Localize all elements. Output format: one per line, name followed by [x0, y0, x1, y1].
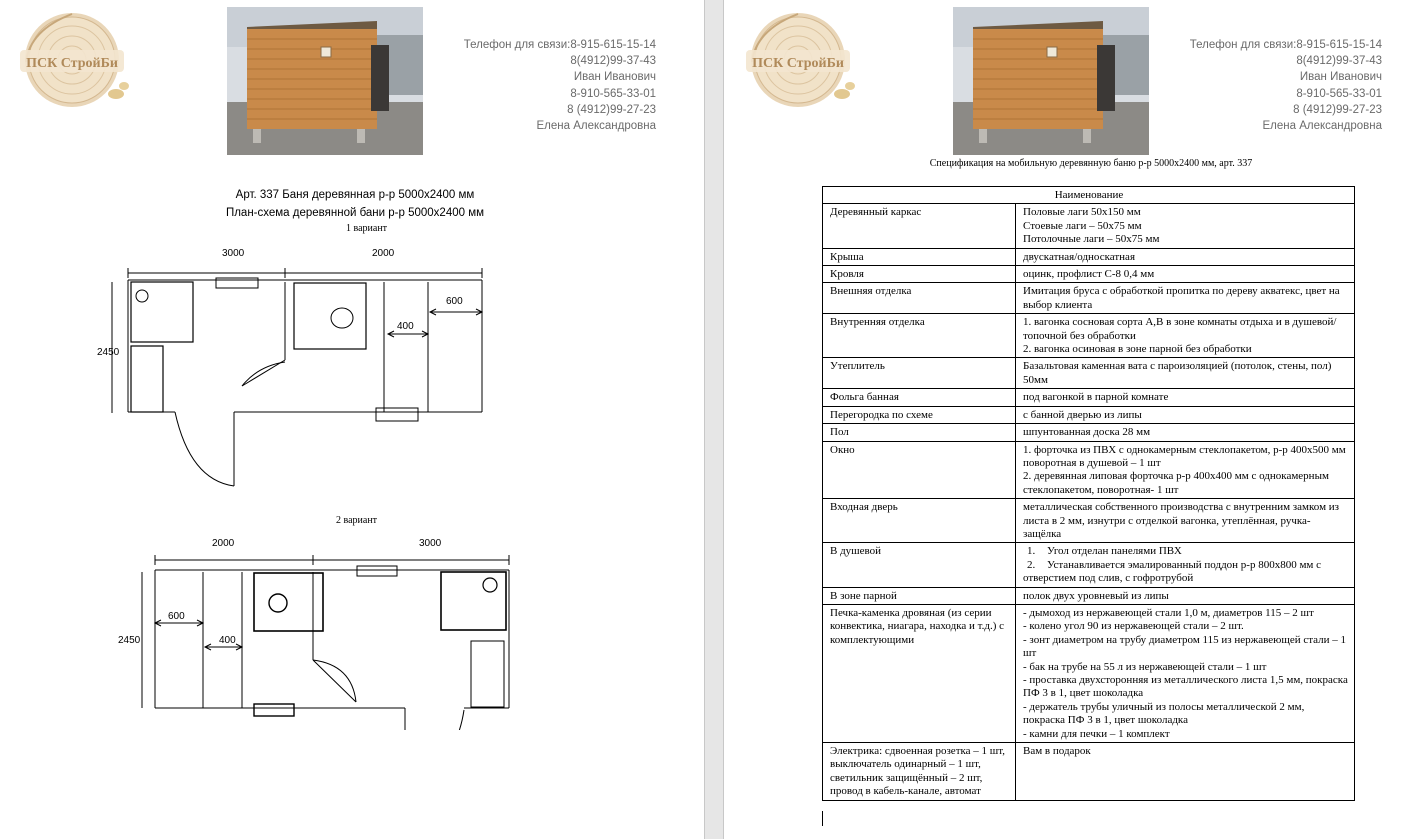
- value-line: Половые лаги 50х150 мм: [1023, 206, 1141, 219]
- spec-table: [822, 186, 1355, 801]
- list-text: Угол отделан панелями ПВХ: [1047, 545, 1182, 558]
- value-line: Вам в подарок: [1023, 745, 1091, 758]
- svg-text:ПСК СтройБи: ПСК СтройБи: [752, 56, 844, 71]
- company-logo: [16, 10, 132, 116]
- value-line: полок двух уровневый из липы: [1023, 589, 1169, 602]
- table-row: [823, 499, 1355, 543]
- dim-label: 3000: [222, 248, 245, 259]
- spec-item-value: [1016, 543, 1355, 587]
- list-item: [1023, 559, 1348, 586]
- document-title: Арт. 337 Баня деревянная р-р 5000х2400 мм: [235, 189, 475, 201]
- spec-header-cell: Наименование: [823, 187, 1355, 204]
- spec-item-value: [1016, 389, 1355, 406]
- spec-item-name: Кровля: [823, 266, 1016, 283]
- table-row: [823, 587, 1355, 604]
- spec-item-name: Окно: [823, 441, 1016, 499]
- contact-line: 8(4912)99-37-43: [1296, 55, 1382, 68]
- spec-item-name: Входная дверь: [823, 499, 1016, 543]
- list-text: Устанавливается эмалированный поддон р-р 800х800 мм с отверстием под слив, с гофротрубой: [1023, 558, 1322, 585]
- svg-text:ПСК СтройБи: ПСК СтройБи: [26, 56, 118, 71]
- list-number: 1.: [1027, 545, 1036, 558]
- table-row: [823, 424, 1355, 441]
- dim-label: 2450: [118, 635, 141, 646]
- contact-line: Иван Иванович: [573, 71, 656, 84]
- contact-line: 8-910-565-33-01: [1296, 87, 1382, 100]
- spec-item-value: [1016, 424, 1355, 441]
- value-line: - зонт диаметром на трубу диаметром 115 из нержавеющей стали – 1 шт: [1023, 633, 1347, 660]
- list-item: [1023, 545, 1348, 558]
- spec-title: Спецификация на мобильную деревянную баню р-р 5000х2400 мм, арт. 337: [929, 158, 1253, 169]
- company-logo: [742, 10, 858, 116]
- dim-label: 2450: [97, 347, 120, 358]
- list-number: 2.: [1027, 558, 1036, 571]
- spec-item-value: [1016, 358, 1355, 389]
- floor-plan-variant-2: [90, 530, 510, 730]
- value-line: 2. вагонка осиновая в зоне парной без обработки: [1023, 343, 1252, 356]
- contact-line: 8-910-565-33-01: [570, 87, 656, 100]
- spec-item-name: Крыша: [823, 248, 1016, 265]
- value-line: под вагонкой в парной комнате: [1023, 391, 1169, 404]
- value-line: оцинк, профлист С-8 0,4 мм: [1023, 268, 1155, 281]
- spec-item-name: Пол: [823, 424, 1016, 441]
- banya-photo: [227, 7, 423, 155]
- variant-2-label: 2 вариант: [336, 515, 378, 526]
- spec-item-name: В душевой: [823, 543, 1016, 587]
- dim-label: 3000: [419, 538, 442, 549]
- spec-item-value: [1016, 406, 1355, 423]
- contact-line: Иван Иванович: [1299, 71, 1382, 84]
- value-line: Базальтовая каменная вата с пароизоляцией (потолок, стены, пол) 50мм: [1023, 360, 1332, 386]
- spec-item-value: [1016, 283, 1355, 314]
- document-page-right: [724, 0, 1403, 839]
- spec-item-name: Перегородка по схеме: [823, 406, 1016, 423]
- dim-label: 600: [446, 296, 463, 307]
- contact-line: Телефон для связи:8-915-615-15-14: [1189, 39, 1382, 51]
- spec-item-name: Деревянный каркас: [823, 204, 1016, 248]
- spec-item-value: [1016, 743, 1355, 801]
- spec-item-name: Внутренняя отделка: [823, 314, 1016, 358]
- table-row: [823, 248, 1355, 265]
- table-row: [823, 204, 1355, 248]
- contact-block: [1126, 37, 1382, 134]
- contact-line: Елена Александровна: [1262, 120, 1382, 133]
- spec-item-value: [1016, 441, 1355, 499]
- value-line: металлическая собственного производства с внутренним замком из листа в 2 мм, изнутри с отделкой вагонка, утеплённая, ручка-защёлка: [1023, 501, 1340, 540]
- value-line: - камни для печки – 1 комплект: [1023, 727, 1170, 740]
- spec-item-name: Печка-каменка дровяная (из серии конвектика, ниагара, находка и т.д.) с комплектующими: [823, 604, 1016, 742]
- spec-item-name: Фольга банная: [823, 389, 1016, 406]
- table-row: [823, 389, 1355, 406]
- value-line: двускатная/односкатная: [1023, 250, 1135, 263]
- spec-item-value: [1016, 248, 1355, 265]
- spec-table-body: [823, 204, 1355, 800]
- value-line: 1. форточка из ПВХ с однокамерным стеклопакетом, р-р 400х500 мм поворотная в душевой – 1 шт: [1023, 443, 1346, 469]
- contact-line: 8(4912)99-37-43: [570, 55, 656, 68]
- contact-line: Елена Александровна: [536, 120, 656, 133]
- variant-1-label: 1 вариант: [346, 223, 388, 234]
- table-row: [823, 283, 1355, 314]
- dim-label: 2000: [212, 538, 235, 549]
- spec-header-row: [823, 187, 1355, 204]
- spec-item-value: [1016, 587, 1355, 604]
- value-line: Потолочные лаги – 50х75 мм: [1023, 233, 1160, 246]
- value-line: 1. вагонка сосновая сорта А,В в зоне комнаты отдыха и в душевой/топочной без обработки: [1023, 316, 1337, 342]
- contact-line: Телефон для связи:8-915-615-15-14: [463, 39, 656, 51]
- spec-item-value: [1016, 266, 1355, 283]
- dim-label: 2000: [372, 248, 395, 259]
- table-row: [823, 543, 1355, 587]
- dim-label: 400: [219, 635, 236, 646]
- contact-block: [400, 37, 656, 134]
- text-cursor: [822, 811, 823, 826]
- banya-photo: [953, 7, 1149, 155]
- value-line: - бак на трубе на 55 л из нержавеющей стали – 1 шт: [1023, 660, 1267, 673]
- spec-item-name: В зоне парной: [823, 587, 1016, 604]
- spec-item-name: Электрика: сдвоенная розетка – 1 шт, выключатель одинарный – 1 шт, светильник защищённый – 2 шт, провод в кабель-канале, автомат: [823, 743, 1016, 801]
- contact-line: 8 (4912)99-27-23: [567, 103, 656, 116]
- dim-label: 400: [397, 321, 414, 332]
- value-line: - дымоход из нержавеющей стали 1,0 м, диаметров 115 – 2 шт: [1023, 606, 1314, 619]
- table-row: [823, 604, 1355, 742]
- value-line: 2. деревянная липовая форточка р-р 400х400 мм с однокамерным стеклопакетом, поворотная- 1 шт: [1023, 470, 1329, 496]
- table-row: [823, 314, 1355, 358]
- table-row: [823, 406, 1355, 423]
- value-line: - проставка двухсторонняя из металлического листа 1,5 мм, покраска ПФ 3 в 1, цвет шоколадка: [1023, 674, 1348, 700]
- table-row: [823, 743, 1355, 801]
- plan-title: План-схема деревянной бани р-р 5000х2400 мм: [225, 207, 485, 219]
- table-row: [823, 266, 1355, 283]
- contact-line: 8 (4912)99-27-23: [1293, 103, 1382, 116]
- value-line: - колено угол 90 из нержавеющей стали – 2 шт.: [1023, 620, 1244, 633]
- spec-item-value: [1016, 204, 1355, 248]
- spec-item-value: [1016, 499, 1355, 543]
- spec-item-name: Внешняя отделка: [823, 283, 1016, 314]
- table-row: [823, 358, 1355, 389]
- value-line: с банной дверью из липы: [1023, 408, 1142, 421]
- spec-item-name: Утеплитель: [823, 358, 1016, 389]
- value-line: Имитация бруса с обработкой пропитка по дереву акватекс, цвет на выбор клиента: [1023, 285, 1340, 311]
- page-gutter: [704, 0, 724, 839]
- table-row: [823, 441, 1355, 499]
- spec-item-value: [1016, 314, 1355, 358]
- value-line: шпунтованная доска 28 мм: [1023, 426, 1151, 439]
- dim-label: 600: [168, 611, 185, 622]
- value-line: Стоевые лаги – 50х75 мм: [1023, 219, 1142, 232]
- floor-plan-variant-1: [90, 240, 510, 500]
- spec-item-value: [1016, 604, 1355, 742]
- value-line: - держатель трубы уличный из полосы металлической 2 мм, покраска ПФ 3 в 1, цвет шоколадка: [1023, 700, 1305, 727]
